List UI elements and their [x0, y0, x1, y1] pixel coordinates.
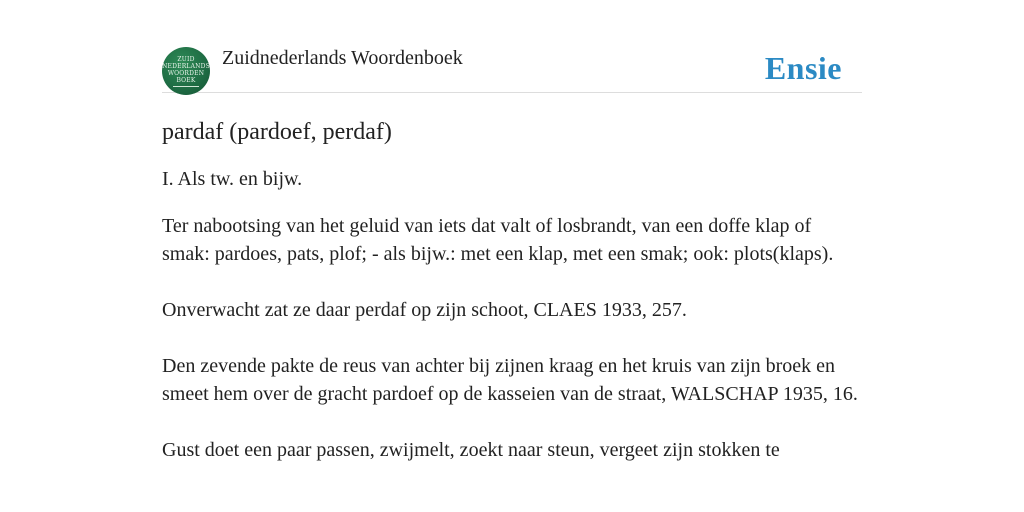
brand-logo-link[interactable]: Ensie [764, 50, 842, 86]
entry-title: pardaf (pardoef, perdaf) [162, 119, 392, 145]
logo-line: BOEK [176, 76, 196, 84]
logo-line: ZUID [177, 55, 195, 63]
logo-line: WOORDEN [167, 69, 205, 77]
entry-quote: Onverwacht zat ze daar perdaf op zijn schoot, CLAES 1933, 257. [162, 299, 687, 321]
site-name-link[interactable]: Zuidnederlands Woordenboek [222, 47, 463, 69]
logo-line: NEDERLANDS [162, 62, 210, 70]
entry-grammar: I. Als tw. en bijw. [162, 168, 303, 190]
entry-quote: Gust doet een paar passen, zwijmelt, zoekt naar steun, vergeet zijn stokken te [162, 439, 780, 461]
site-logo[interactable] [162, 47, 210, 95]
page [162, 0, 862, 492]
logo-rule [173, 86, 199, 87]
entry-body [162, 165, 862, 464]
site-header [162, 0, 862, 93]
entry-definition: Ter nabootsing van het geluid van iets dat valt of losbrandt, van een doffe klap of smak: pardoes, pats, plof; - als bijw.: met een klap, met een smak; ook: plots(klaps). [162, 215, 834, 265]
entry-quote: Den zevende pakte de reus van achter bij zijnen kraag en het kruis van zijn broek en smeet hem over de gracht pardoef op de kasseien van de straat, WALSCHAP 1935, 16. [162, 355, 858, 405]
